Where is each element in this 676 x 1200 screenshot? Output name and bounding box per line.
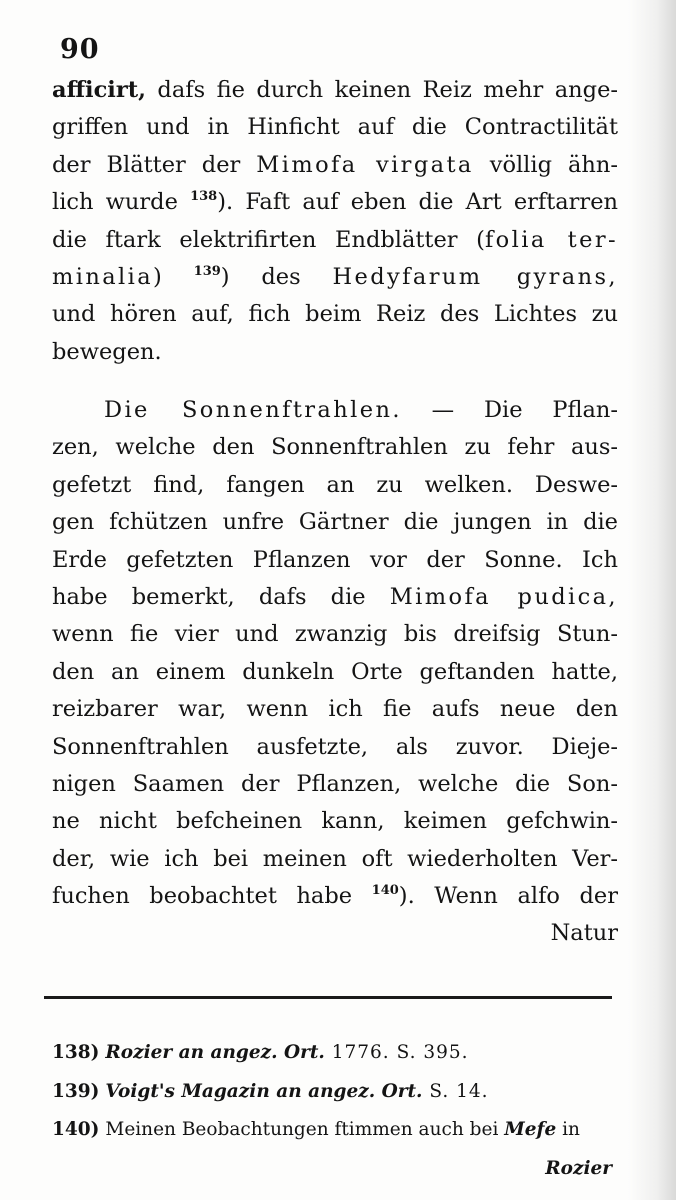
text-line: lich wurde $^{138}$). Faft auf eben die Art erftarren [52, 189, 618, 216]
text-line: griffen und in Hinficht auf die Contractilität [52, 114, 618, 141]
text-line: Erde gefetzten Pflanzen vor der Sonne. Ich [52, 546, 618, 573]
text-line: zen, welche den Sonnenftrahlen zu fehr aus- [52, 434, 618, 461]
footnote-catchword: Rozier [545, 1157, 612, 1179]
footnote-138: 138) Rozier an angez. Ort. 1776. S. 395. [52, 1042, 469, 1063]
text-line: der Blätter der Mimofa virgata völlig ähn- [52, 151, 618, 178]
text-line: minalia) $^{139}$) des Hedyfarum gyrans, [52, 263, 618, 290]
text-line: gefetzt find, fangen an zu welken. Deswe- [52, 471, 618, 498]
text-line: der, wie ich bei meinen oft wiederholten Ver- [52, 845, 618, 872]
footnote-divider [44, 996, 612, 999]
text-line: bewegen. [52, 338, 162, 365]
text-line: gen fchützen unfre Gärtner die jungen in die [52, 509, 618, 536]
catchword: Natur [550, 920, 618, 947]
text-line: die ftark elektrifirten Endblätter (folia ter- [52, 226, 618, 253]
text-line: nigen Saamen der Pflanzen, welche die Son- [52, 770, 618, 797]
footnotes [52, 1034, 612, 1188]
section-heading: Die Sonnenftrahlen. [104, 397, 402, 423]
footnote-ref: 140 [371, 883, 399, 899]
species-name: Mimofa virgata [256, 151, 474, 178]
text-line: afficirt, dafs fie durch keinen Reiz mehr ange- [52, 77, 618, 103]
footnote-ref: 139 [193, 263, 221, 279]
text-line: wenn fie vier und zwanzig bis dreifsig Stun- [52, 621, 618, 648]
text-line: habe bemerkt, dafs die Mimofa pudica, [52, 583, 618, 610]
footnote-ref: 138 [190, 189, 218, 205]
text-line: ne nicht befcheinen kann, keimen gefchwin- [52, 808, 618, 835]
text-line: Sonnenftrahlen ausfetzte, als zuvor. Dieje- [52, 733, 618, 760]
page-edge-shadow [628, 0, 676, 1200]
text-line: den an einem dunkeln Orte geftanden hatte, [52, 658, 618, 685]
paragraph-1 [52, 72, 618, 371]
paragraph-2 [52, 392, 618, 953]
text-line: und hören auf, fich beim Reiz des Lichtes zu [52, 301, 618, 328]
species-name: Hedyfarum gyrans, [332, 263, 618, 290]
species-name: Mimofa pudica, [389, 583, 618, 610]
text-line: Die Sonnenftrahlen. — Die Pflan- [104, 397, 618, 423]
page-number: 90 [60, 34, 100, 65]
footnote-140: 140) Meinen Beobachtungen ftimmen auch bei Mefe in [52, 1119, 580, 1140]
text-line: reizbarer war, wenn ich fie aufs neue den [52, 696, 618, 723]
footnote-139: 139) Voigt's Magazin an angez. Ort. S. 14. [52, 1080, 489, 1102]
text-line: fuchen beobachtet habe $^{140}$). Wenn alfo der [52, 883, 618, 910]
